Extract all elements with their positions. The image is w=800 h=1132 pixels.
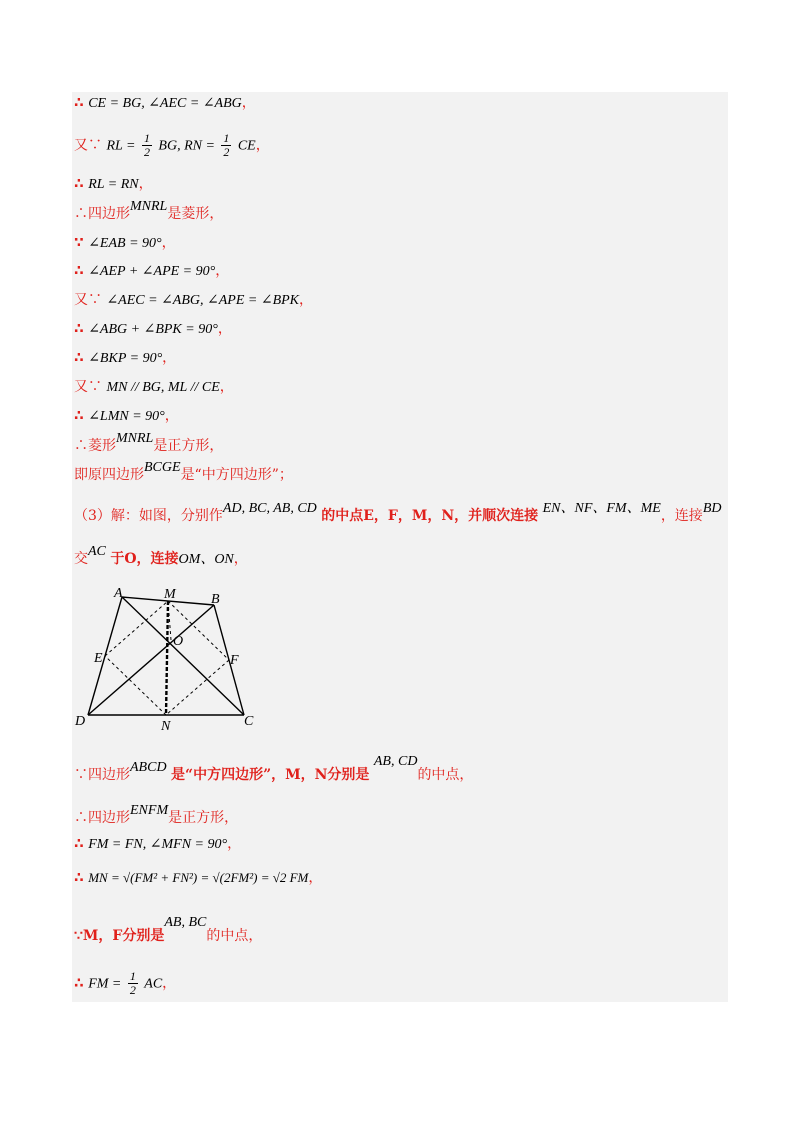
geometry-diagram [72, 585, 272, 735]
proof-line-2: 又∵ RL = $\frac{1}{2}$ BG, RN = $\frac{1}{2}$ CE， [74, 131, 270, 159]
label-a: A [114, 586, 123, 601]
segment-mn [166, 601, 168, 715]
proof-line-9: ∴ ∠BKP = 90°， [74, 350, 177, 366]
therefore-symbol: ∴ [74, 95, 84, 111]
segment-em [105, 601, 168, 656]
fraction: $\frac{1}{2}$ [143, 131, 150, 159]
label-e: E [94, 651, 103, 666]
content-panel [72, 92, 728, 1002]
label-d: D [75, 714, 86, 729]
math-expression: CE = BG, ∠AEC = ∠ABG [88, 96, 242, 111]
diagonal-ac [122, 597, 244, 715]
fraction: $\frac{1}{2}$ [223, 131, 230, 159]
label-f: F [230, 653, 239, 668]
label-c: C [244, 714, 254, 729]
label-n: N [161, 719, 171, 734]
proof-line-14: （3）解：如图，分别作AD, BC, AB, CD 的中点E，F，M，N，并顺次连接 EN、NF、FM、ME，连接BD [74, 501, 722, 524]
proof-line-1: ∴ CE = BG, ∠AEC = ∠ABG， [74, 95, 256, 111]
label-o: O [173, 634, 184, 649]
label-b: B [211, 592, 220, 607]
proof-line-3: ∴ RL = RN， [74, 176, 153, 192]
segment-ne [105, 656, 166, 715]
proof-line-19: ∴ MN = √(FM² + FN²) = √(2FM²) = √2 FM， [74, 870, 323, 886]
proof-line-11: ∴ ∠LMN = 90°， [74, 408, 179, 424]
diagonal-bd [88, 605, 214, 715]
proof-line-5: ∵ ∠EAB = 90°， [74, 235, 176, 251]
proof-line-13: 即原四边形BCGE是“中方四边形”； [74, 460, 293, 483]
proof-line-21: ∴ FM = $\frac{1}{2}$ AC， [74, 969, 177, 997]
proof-line-18: ∴ FM = FN, ∠MFN = 90°， [74, 836, 242, 852]
proof-line-17: ∴四边形ENFM是正方形， [74, 803, 239, 826]
proof-line-20: ∵M，F分别是AB, BC的中点， [74, 915, 263, 944]
label-m: M [164, 587, 176, 602]
proof-line-7: 又∵ ∠AEC = ∠ABG, ∠APE = ∠BPK， [74, 292, 314, 308]
proof-line-12: ∴菱形MNRL是正方形， [74, 431, 224, 454]
proof-line-6: ∴ ∠AEP + ∠APE = 90°， [74, 263, 230, 279]
proof-line-10: 又∵ MN // BG, ML // CE， [74, 379, 234, 395]
proof-line-16: ∵四边形ABCD 是“中方四边形”，M，N分别是 AB, CD的中点， [74, 754, 474, 783]
fraction: $\frac{1}{2}$ [129, 969, 136, 997]
segment-fn [166, 660, 229, 715]
proof-line-8: ∴ ∠ABG + ∠BPK = 90°， [74, 321, 232, 337]
proof-line-4: ∴四边形MNRL是菱形， [74, 199, 224, 222]
proof-line-15: 交AC 于O，连接OM、ON， [74, 544, 248, 567]
